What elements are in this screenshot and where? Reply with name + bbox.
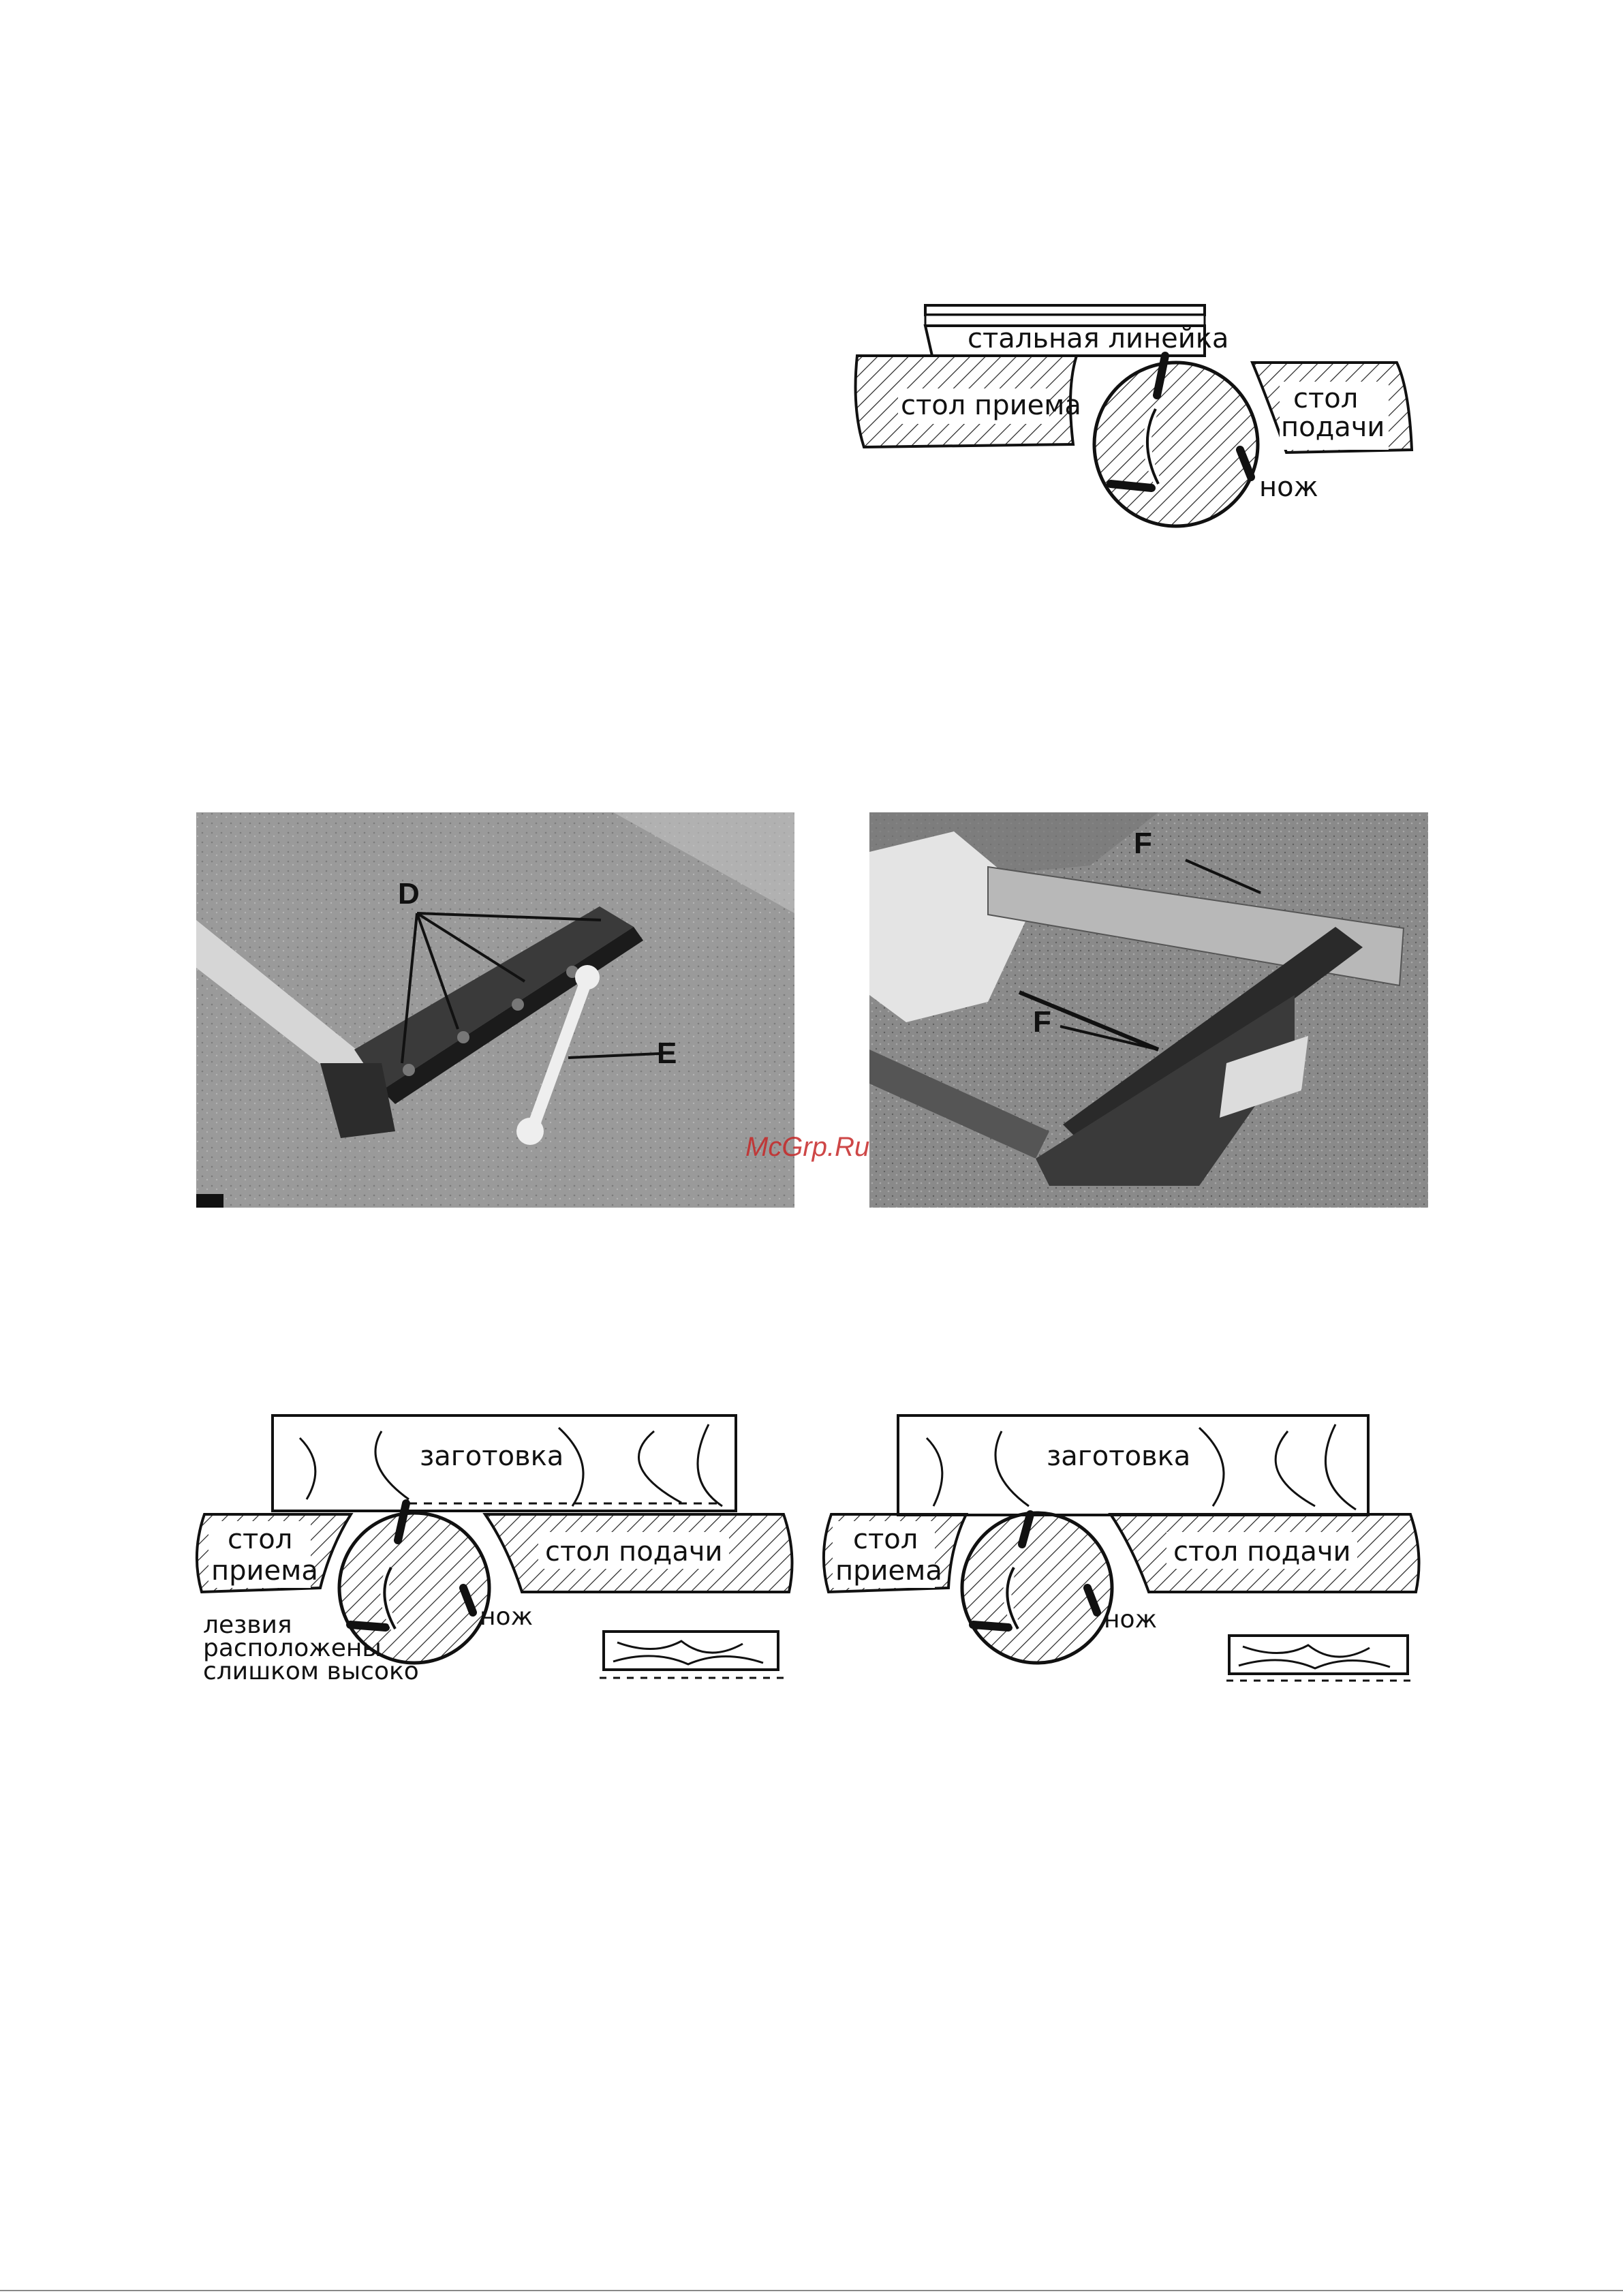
outfeed-label-1: стол	[228, 1524, 293, 1555]
outfeed-table	[856, 356, 1081, 447]
infeed-label-1: стол	[1293, 383, 1359, 414]
cutter-head	[1094, 356, 1258, 526]
label-f-bottom: F	[1033, 1005, 1051, 1039]
outfeed-label: стол приема	[901, 390, 1081, 421]
caption-line-2: расположены	[203, 1634, 382, 1662]
infeed-label: стол подачи	[545, 1536, 723, 1567]
outfeed-label-1: стол	[853, 1524, 918, 1555]
figure-knives-correct	[824, 1415, 1419, 1681]
label-d: D	[398, 877, 420, 910]
outfeed-label-2: приема	[211, 1555, 318, 1587]
steel-ruler	[925, 305, 1228, 356]
ruler-label: стальная линейка	[968, 323, 1229, 354]
photo-ruler-adjust	[869, 812, 1428, 1208]
figure-knives-too-high	[197, 1415, 792, 1685]
knife-label: нож	[1104, 1606, 1157, 1634]
infeed-table	[485, 1514, 792, 1592]
label-e: E	[657, 1037, 677, 1070]
knife-label: нож	[480, 1603, 533, 1631]
outfeed-table	[197, 1514, 351, 1592]
caption-line-1: лезвия	[203, 1611, 292, 1639]
knife-label: нож	[1259, 472, 1318, 503]
figure-ruler-check	[856, 305, 1412, 526]
watermark: McGrp.Ru	[745, 1132, 870, 1162]
photo-knife-bolts	[196, 812, 794, 1208]
workpiece-label: заготовка	[1047, 1441, 1191, 1472]
infeed-table	[1252, 363, 1412, 453]
label-f-top: F	[1134, 827, 1152, 860]
page-bottom-rule	[0, 2290, 1623, 2291]
cutter-head	[962, 1513, 1112, 1663]
infeed-label-2: подачи	[1281, 412, 1385, 443]
result-board	[600, 1632, 784, 1678]
result-board	[1226, 1636, 1410, 1681]
outfeed-table	[824, 1514, 966, 1592]
outfeed-label-2: приема	[835, 1555, 942, 1587]
caption-line-3: слишком высоко	[203, 1657, 419, 1685]
workpiece-label: заготовка	[420, 1441, 564, 1472]
infeed-table	[1111, 1514, 1419, 1592]
infeed-label: стол подачи	[1173, 1536, 1351, 1567]
workpiece	[898, 1415, 1368, 1515]
workpiece	[273, 1415, 736, 1511]
